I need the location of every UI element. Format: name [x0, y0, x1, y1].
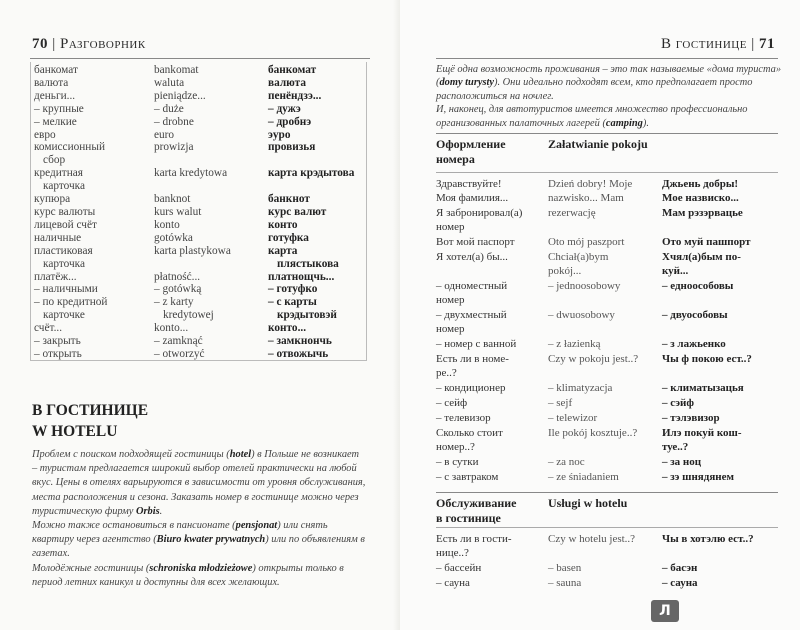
polish-text: – klimatyzacja: [548, 382, 613, 394]
section-title-pl: Załatwianie pokoju: [548, 137, 648, 151]
phrase-row: [34, 64, 374, 77]
phrase-row: [34, 167, 374, 193]
phrase-row: [436, 396, 781, 410]
phrase-table: [436, 532, 781, 591]
phrase-row: [34, 296, 374, 322]
header-rule: [30, 58, 370, 59]
polish-text: banknot: [154, 193, 191, 206]
phrase-row: [34, 232, 374, 245]
phrase-row: [34, 335, 374, 348]
phrase-row: [436, 455, 781, 469]
text-run: ) открыты только в период летних каникул и доступны для всех желающих.: [32, 562, 344, 588]
accommodation-intro-paragraph: [436, 63, 782, 130]
pronunciation-text: – двуособовы: [662, 309, 728, 321]
russian-text: – сейф: [436, 397, 468, 409]
pronunciation-text: – сауна: [662, 577, 698, 589]
russian-text: комиссионный сбор: [34, 141, 105, 167]
polish-text: pieniądze...: [154, 89, 206, 102]
section-title-pl: Usługi w hotelu: [548, 496, 628, 510]
right-running-header: [661, 36, 775, 53]
phrase-row: [34, 77, 374, 90]
pronunciation-text: эуро: [268, 128, 291, 141]
separator: |: [751, 36, 755, 52]
text-run: ) в Польше не возникает – туристам предлагается широкий выбор отелей практически на любой вкус. Цены в отелях варьируются в зависимости от уровня обслуживания, места расположения и сезона. Заказать номер в гостинице можно через туристическую фирму: [32, 449, 366, 517]
header-rule: [436, 58, 778, 59]
russian-text: Вот мой паспорт: [436, 236, 515, 248]
phrase-row: [436, 381, 781, 395]
phrase-row: [34, 103, 374, 116]
russian-text: – сауна: [436, 577, 470, 589]
russian-text: – одноместный номер: [436, 280, 508, 306]
polish-text: – sejf: [548, 397, 573, 409]
pronunciation-text: курс валют: [268, 205, 327, 218]
text-run: . Можно также остановиться в пансионате (: [32, 505, 236, 532]
polish-text: – telewizor: [548, 412, 598, 424]
polish-text: karta kredytowa: [154, 167, 228, 180]
pronunciation-text: Хчял(а)бым по- куй...: [662, 251, 741, 277]
phrase-row: [436, 411, 781, 425]
pronunciation-text: конто: [268, 218, 298, 231]
russian-text: Сколько стоит номер..?: [436, 427, 503, 453]
russian-text: счёт...: [34, 322, 63, 335]
highlighted-term: Biuro kwater prywatnych: [156, 534, 266, 546]
polish-text: gotówka: [154, 231, 193, 244]
phrase-row: [34, 245, 374, 271]
polish-text: – jednoosobowy: [548, 280, 621, 292]
phrase-row: [34, 141, 374, 167]
highlighted-term: pensjonat: [235, 520, 278, 532]
pronunciation-text: платнощчь...: [268, 270, 335, 283]
section-title-ru: Оформление номера: [436, 137, 506, 166]
phrase-row: [436, 279, 781, 307]
vocab-table: [34, 64, 374, 361]
text-run: ) или снять квартиру через агентство (: [32, 520, 328, 546]
pronunciation-text: карта крэдытова: [268, 167, 355, 180]
polish-text: – duże: [154, 102, 184, 115]
russian-text: Я забронировал(а) номер: [436, 207, 523, 233]
polish-text: Chciał(a)bym pokój...: [548, 251, 609, 277]
polish-text: rezerwację: [548, 207, 596, 219]
russian-text: валюта: [34, 76, 69, 89]
polish-text: Dzień dobry! Moje nazwisko... Mam: [548, 178, 633, 204]
polish-text: prowizja: [154, 141, 194, 154]
pronunciation-text: Ото муй пашпорт: [662, 236, 751, 248]
pronunciation-text: Мам рэзэрвацье: [662, 207, 743, 219]
phrase-row: [436, 470, 781, 484]
pronunciation-text: Чы в хотэлю ест..?: [662, 533, 754, 545]
polish-text: Oto mój paszport: [548, 236, 625, 248]
polish-text: kurs walut: [154, 205, 202, 218]
pronunciation-text: Джьень добры! Мое назвиско...: [662, 178, 739, 204]
polish-text: konto: [154, 218, 180, 231]
pronunciation-text: – с карты крэдытовэй: [268, 296, 337, 322]
running-title: Разговорник: [60, 36, 146, 52]
russian-text: – открыть: [34, 347, 82, 360]
polish-text: karta plastykowa: [154, 244, 231, 257]
russian-text: – кондиционер: [436, 382, 506, 394]
pronunciation-text: банкомат: [268, 64, 317, 76]
phrase-row: [436, 337, 781, 351]
pronunciation-text: валюта: [268, 76, 307, 89]
section-rule: [436, 527, 778, 528]
section-rule: [436, 133, 778, 134]
russian-text: наличные: [34, 231, 82, 244]
polish-text: Czy w pokoju jest..?: [548, 353, 639, 365]
phrase-row: [34, 219, 374, 232]
text-run: Проблем с поиском подходящей гостиницы (: [32, 449, 230, 460]
page-number: 70: [32, 36, 48, 52]
russian-text: – бассейн: [436, 562, 482, 574]
polish-text: konto...: [154, 322, 189, 335]
phrase-row: [34, 271, 374, 284]
russian-text: – закрыть: [34, 335, 81, 348]
pronunciation-text: – тэлэвизор: [662, 412, 720, 424]
pronunciation-text: – дужэ: [268, 102, 301, 115]
phrase-row: [34, 322, 374, 335]
phrase-row: [436, 308, 781, 336]
page-number: 71: [759, 36, 775, 52]
polish-text: – z łazienką: [548, 338, 601, 350]
phrase-row: [436, 576, 781, 590]
pronunciation-text: – отвожычь: [268, 347, 329, 360]
russian-text: лицевой счёт: [34, 218, 97, 231]
polish-text: – ze śniadaniem: [548, 471, 619, 483]
polish-text: – basen: [548, 562, 582, 574]
highlighted-term: domy turysty: [439, 77, 495, 89]
section-header: [436, 496, 778, 526]
russian-text: Здравствуйте! Моя фамилия...: [436, 178, 509, 204]
section-header: [436, 137, 778, 167]
russian-text: платёж...: [34, 270, 77, 283]
pronunciation-text: – басэн: [662, 562, 698, 574]
polish-text: waluta: [154, 76, 185, 89]
pronunciation-text: конто...: [268, 322, 307, 335]
polish-text: Czy w hotelu jest..?: [548, 533, 636, 545]
pronunciation-text: – сэйф: [662, 397, 694, 409]
phrase-row: [34, 348, 374, 361]
russian-text: деньги...: [34, 89, 76, 102]
polish-text: – zamknąć: [154, 335, 203, 348]
polish-text: – dwuosobowy: [548, 309, 615, 321]
russian-text: Есть ли в гости- нице..?: [436, 533, 512, 559]
russian-text: курс валюты: [34, 205, 96, 218]
pronunciation-text: карта плястыкова: [268, 244, 339, 270]
russian-text: кредитная карточка: [34, 167, 85, 193]
section-title-pl: W HOTELU: [32, 423, 118, 440]
phrase-row: [436, 426, 781, 454]
russian-text: – телевизор: [436, 412, 491, 424]
phrase-row: [436, 206, 781, 234]
russian-text: – по кредитной карточке: [34, 296, 108, 322]
text-run: Ещё одна возможность проживания – это так называемые «дома туриста» (: [436, 64, 782, 89]
polish-text: Ile pokój kosztuje..?: [548, 427, 638, 439]
pronunciation-text: готуфка: [268, 231, 309, 244]
highlighted-term: Orbis: [135, 505, 160, 517]
section-heading: [32, 400, 148, 442]
highlighted-term: schroniska młodzieżowe: [149, 562, 253, 574]
pronunciation-text: – готуфко: [268, 283, 318, 296]
polish-text: – gotówką: [154, 283, 202, 296]
pronunciation-text: – замкнончь: [268, 335, 332, 348]
phrase-row: [34, 283, 374, 296]
running-title: В гостинице: [661, 36, 747, 52]
russian-text: – крупные: [34, 102, 84, 115]
russian-text: – номер с ванной: [436, 338, 517, 350]
pronunciation-text: провизья: [268, 141, 316, 154]
phrase-row: [34, 116, 374, 129]
phrase-row: [34, 206, 374, 219]
polish-text: – otworzyć: [154, 347, 205, 360]
pronunciation-text: – за ноц: [662, 456, 702, 468]
polish-text: – z karty kredytowej: [154, 296, 214, 322]
polish-text: płatność...: [154, 270, 201, 283]
pronunciation-text: Илэ покуй кош- туе..?: [662, 427, 742, 453]
phrase-row: [436, 177, 781, 205]
section-title-ru: В ГОСТИНИЦЕ: [32, 402, 149, 419]
section-title-ru: Обслуживание в гостинице: [436, 496, 517, 525]
russian-text: – с завтраком: [436, 471, 499, 483]
section-rule: [436, 492, 778, 493]
phrase-row: [436, 250, 781, 278]
russian-text: – наличными: [34, 283, 98, 296]
polish-text: bankomat: [154, 64, 199, 76]
phrase-row: [34, 193, 374, 206]
left-running-header: [32, 36, 146, 53]
phrase-row: [436, 561, 781, 575]
russian-text: – двухместный номер: [436, 309, 507, 335]
russian-text: купюра: [34, 193, 71, 206]
russian-text: – мелкие: [34, 115, 77, 128]
highlighted-term: hotel: [229, 449, 252, 460]
phrase-row: [436, 532, 781, 560]
russian-text: банкомат: [34, 64, 78, 76]
pronunciation-text: Чы ф покою ест..?: [662, 353, 752, 365]
russian-text: евро: [34, 128, 56, 141]
phrase-row: [436, 235, 781, 249]
polish-text: – drobne: [154, 115, 194, 128]
pronunciation-text: – дробнэ: [268, 115, 312, 128]
phrase-row: [34, 90, 374, 103]
phrase-row: [34, 129, 374, 142]
phrase-table: [436, 177, 781, 485]
pronunciation-text: банкнот: [268, 193, 310, 206]
section-rule: [436, 172, 778, 173]
polish-text: euro: [154, 128, 175, 141]
highlighted-term: camping: [605, 117, 643, 129]
text-run: ).: [642, 117, 649, 129]
russian-text: – в сутки: [436, 456, 479, 468]
pronunciation-text: – зэ шнядянем: [662, 471, 734, 483]
russian-text: пластиковая карточка: [34, 244, 93, 270]
polish-text: – za noc: [548, 456, 585, 468]
russian-text: Есть ли в номе- ре..?: [436, 353, 509, 379]
pronunciation-text: – климатызацья: [662, 382, 744, 394]
pronunciation-text: – едноособовы: [662, 280, 734, 292]
separator: |: [52, 36, 56, 52]
pronunciation-text: пенёндзэ...: [268, 89, 322, 102]
hotel-intro-paragraph: [32, 448, 366, 590]
phrase-row: [436, 352, 781, 380]
polish-text: – sauna: [548, 577, 582, 589]
text-run: ) или по объявлениям в газетах. Молодёжные гостиницы (: [32, 534, 365, 574]
pronunciation-text: – з лажьенко: [662, 338, 726, 350]
text-run: ). Они идеально подходят всем, кто предполагает просто расположиться на ночлег. И, наконец, для автотуристов имеется множество профессионально организованных палаточных лагерей (: [436, 77, 753, 129]
russian-text: Я хотел(а) бы...: [436, 251, 508, 263]
publisher-watermark-logo: Л: [651, 600, 679, 622]
